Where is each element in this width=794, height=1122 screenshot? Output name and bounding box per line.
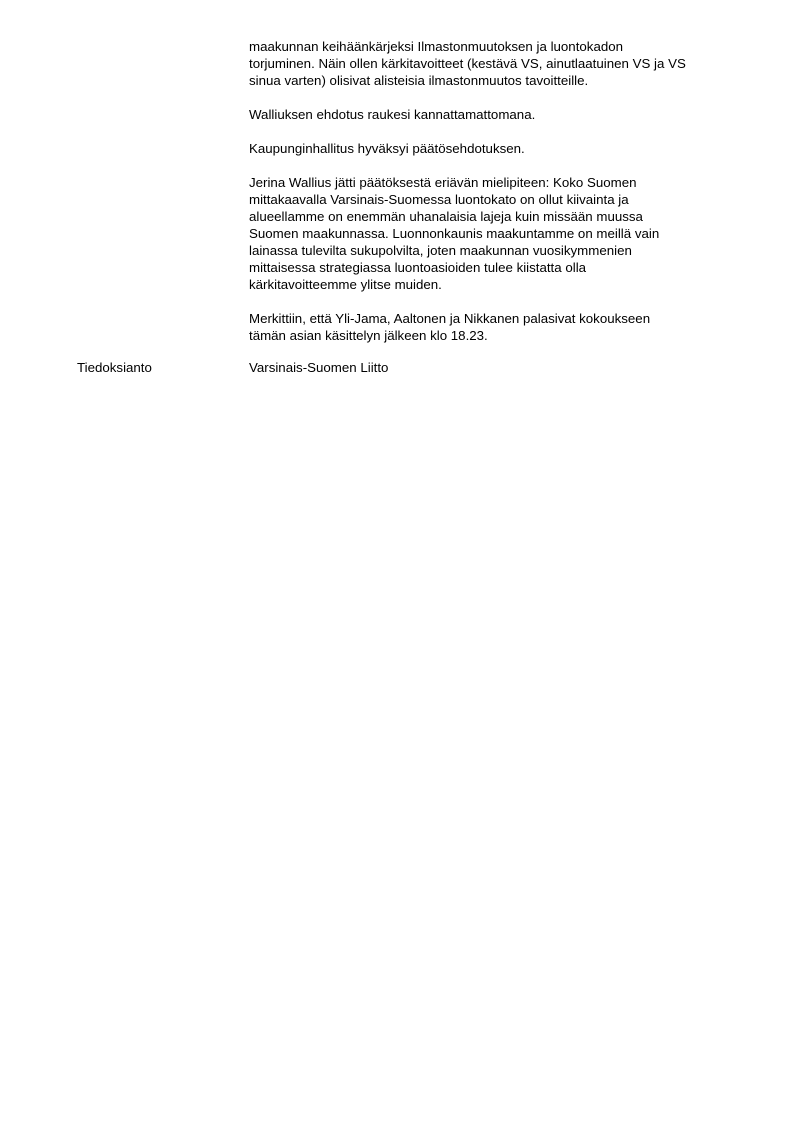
text-line: sinua varten) olisivat alisteisia ilmastonmuutos tavoitteille.: [249, 73, 589, 88]
text-line: torjuminen. Näin ollen kärkitavoitteet (kestävä VS, ainutlaatuinen VS ja VS: [249, 56, 686, 71]
text-line: Jerina Wallius jätti päätöksestä eriävän mielipiteen: Koko Suomen: [249, 175, 637, 190]
text-line: alueellamme on enemmän uhanalaisia lajeja kuin missään muussa: [249, 209, 643, 224]
paragraph-dissenting-opinion: [249, 174, 739, 293]
text-line: lainassa tulevilta sukupolvilta, joten maakunnan vuosikymmenien: [249, 243, 632, 258]
notification-label: Tiedoksianto: [77, 360, 152, 375]
text-line: Suomen maakunnassa. Luonnonkaunis maakuntamme on meillä vain: [249, 226, 660, 241]
text-line: tämän asian käsittelyn jälkeen klo 18.23.: [249, 328, 488, 343]
notification-row: [0, 359, 794, 376]
text-line: mittaisessa strategiassa luontoasioiden tulee kiistatta olla: [249, 260, 587, 275]
notification-recipient: Varsinais-Suomen Liitto: [249, 360, 389, 375]
paragraph-proposal-lapsed: [249, 106, 739, 123]
text-line: maakunnan keihäänkärjeksi Ilmastonmuutoksen ja luontokadon: [249, 39, 624, 54]
text-line: Merkittiin, että Yli-Jama, Aaltonen ja Nikkanen palasivat kokoukseen: [249, 311, 651, 326]
text-line: Walliuksen ehdotus raukesi kannattamattomana.: [249, 107, 536, 122]
decision-text: [249, 38, 739, 361]
text-line: Kaupunginhallitus hyväksyi päätösehdotuksen.: [249, 141, 525, 156]
paragraph-members-returned: [249, 310, 739, 344]
text-line: mittakaavalla Varsinais-Suomessa luontokato on ollut kiivainta ja: [249, 192, 629, 207]
paragraph-decision-approved: [249, 140, 739, 157]
paragraph-strategy-comment: [249, 38, 739, 89]
text-line: kärkitavoitteemme ylitse muiden.: [249, 277, 442, 292]
